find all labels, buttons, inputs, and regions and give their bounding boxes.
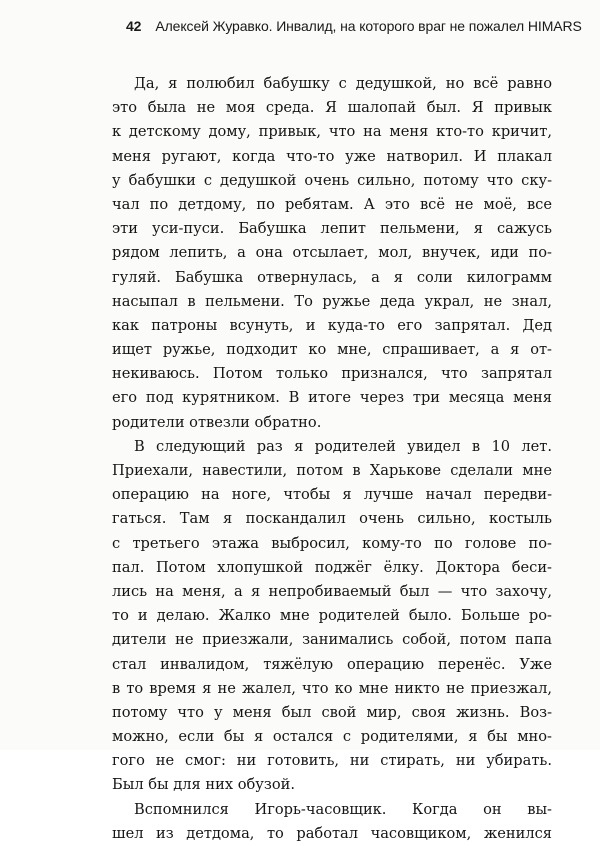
text-line: гуляй. Бабушка отвернулась, а я соли килограмм: [112, 268, 552, 286]
text-line: в то время я не жалел, что ко мне никто не приезжал,: [112, 679, 552, 697]
body-text: [112, 72, 552, 846]
text-line: с третьего этажа выбросил, кому-то по голове по-: [112, 534, 552, 552]
text-line: Приехали, навестили, потом в Харькове сделали мне: [112, 462, 552, 479]
text-line: шел из детдома, то работал часовщиком, женился: [112, 824, 552, 842]
text-line: можно, если бы я остался с родителями, я бы мно-: [112, 728, 552, 746]
text-line: родители отвезли обратно.: [112, 413, 322, 431]
text-line: рядом лепить, а она отсылает, мол, внучек, иди по-: [112, 244, 552, 262]
text-line: операцию на ноге, чтобы я лучше начал передви-: [112, 486, 552, 504]
text-line: гаться. Там я поскандалил очень сильно, костыль: [112, 510, 552, 528]
text-line: некиваюсь. Потом только признался, что запрятал: [112, 365, 552, 383]
text-line: это была не моя среда. Я шалопай был. Я привык: [112, 99, 552, 117]
running-header: [126, 18, 582, 34]
text-line: ищет ружье, подходит ко мне, спрашивает, а я от-: [112, 341, 552, 359]
text-line: стал инвалидом, тяжёлую операцию перенёс. Уже: [112, 655, 552, 673]
text-line: эти уси-пуси. Бабушка лепит пельмени, я сажусь: [112, 220, 552, 238]
text-line: дители не приезжали, занимались собой, потом папа: [112, 631, 552, 649]
paragraph: [112, 72, 552, 435]
text-line: лись на меня, а я непробиваемый был — что захочу,: [112, 582, 552, 600]
running-header-title: Алексей Журавко. Инвалид, на которого враг не пожалел HIMARS: [155, 18, 582, 34]
text-line: Был бы для них обузой.: [112, 776, 295, 794]
page-number: 42: [126, 18, 142, 34]
text-line: насыпал в пельмени. То ружье деда украл, не знал,: [112, 292, 552, 310]
text-line: гого не смог: ни готовить, ни стирать, ни убирать.: [112, 752, 552, 770]
text-line: меня ругают, когда что-то уже натворил. И плакал: [112, 147, 552, 165]
text-line: у бабушки с дедушкой очень сильно, потому что ску-: [112, 171, 552, 189]
paragraph: [112, 435, 552, 798]
text-line: потому что у меня был свой мир, своя жизнь. Воз-: [112, 703, 552, 721]
text-line: пал. Потом хлопушкой поджёг ёлку. Доктора беси-: [112, 558, 552, 576]
text-line: его под курятником. В итоге через три месяца меня: [112, 389, 552, 407]
text-line: чал по детдому, по ребятам. А это всё не моё, все: [112, 195, 552, 213]
text-line: Да, я полюбил бабушку с дедушкой, но всё равно: [134, 75, 552, 92]
text-line: то и делаю. Жалко мне родителей было. Больше ро-: [112, 607, 552, 625]
text-line: к детскому дому, привык, что на меня кто-то кричит,: [112, 123, 552, 141]
text-line: В следующий раз я родителей увидел в 10 лет.: [134, 437, 552, 455]
paragraph: [112, 798, 552, 846]
text-line: как патроны всунуть, и куда-то его запрятал. Дед: [112, 316, 552, 334]
text-line: Вспомнился Игорь-часовщик. Когда он вы-: [134, 800, 552, 818]
